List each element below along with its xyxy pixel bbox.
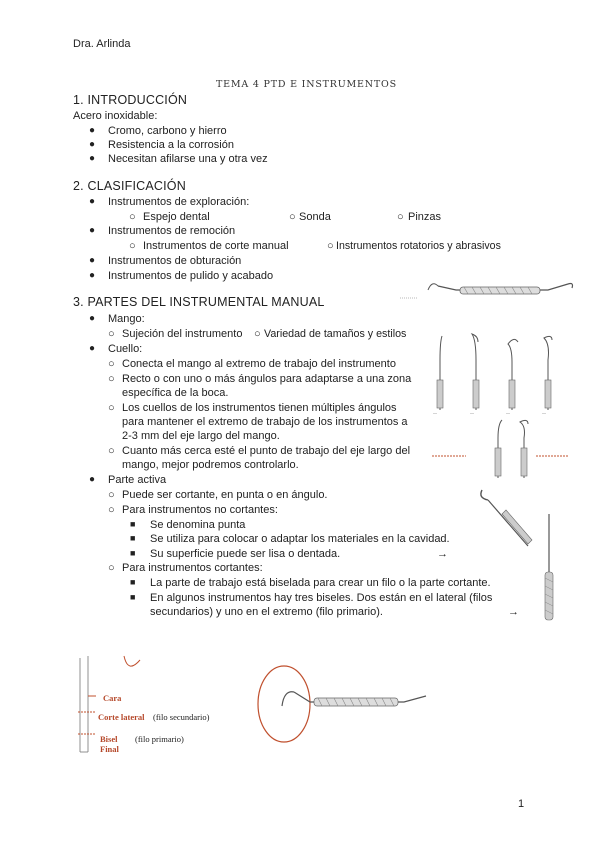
image-caption: — [542, 410, 546, 415]
sub-bullet: ○ [108, 358, 115, 370]
list-item: Espejo dental [143, 211, 210, 223]
list-item: Cuello: [108, 343, 143, 355]
square-bullet: ■ [130, 533, 136, 543]
instruments-vertical-image [428, 330, 580, 416]
page-title: TEMA 4 PTD E INSTRUMENTOS [216, 79, 397, 90]
list-item: secundarios) y uno en el extremo (filo primario). [150, 606, 383, 618]
sub-bullet: ○ [108, 328, 115, 340]
list-item: Instrumentos de pulido y acabado [108, 270, 274, 282]
list-item: Instrumentos rotatorios y abrasivos [336, 240, 501, 252]
sub-bullet: ○ [129, 240, 136, 252]
heading-clasificacion: 2. CLASIFICACIÓN [73, 179, 186, 193]
sub-bullet: ○ [108, 402, 115, 414]
label-final: Final [100, 744, 119, 754]
list-item: Variedad de tamaños y estilos [264, 328, 407, 340]
list-item: Se denomina punta [150, 519, 246, 531]
list-item: mango, mejor podremos controlarlo. [122, 459, 299, 471]
sub-bullet: ○ [108, 504, 115, 516]
label-filo-secundario: (filo secundario) [153, 712, 210, 722]
list-item: 2-3 mm del eje largo del mango. [122, 430, 280, 442]
intro-text: Acero inoxidable: [73, 110, 158, 122]
sub-bullet: ○ [108, 562, 115, 574]
bullet: ● [89, 474, 96, 485]
list-item: Se utiliza para colocar o adaptar los materiales en la cavidad. [150, 533, 450, 545]
list-item: Cuanto más cerca esté el punto de trabajo del eje largo del [122, 445, 411, 457]
image-caption: — [506, 410, 510, 415]
bullet: ● [89, 153, 96, 164]
list-item: Para instrumentos no cortantes: [122, 504, 278, 516]
instruments-pair-image [428, 416, 580, 482]
list-item: Sujeción del instrumento [122, 328, 243, 340]
list-item: Sonda [299, 211, 331, 223]
instrument-angled-image [476, 484, 540, 554]
list-item: Conecta el mango al extremo de trabajo del instrumento [122, 358, 396, 370]
list-item: Instrumentos de corte manual [143, 240, 289, 252]
bullet: ● [89, 125, 96, 136]
sub-bullet: ○ [289, 211, 296, 223]
sub-bullet: ○ [108, 489, 115, 501]
bullet: ● [89, 270, 96, 281]
sub-bullet: ○ [129, 211, 136, 223]
list-item: Instrumentos de remoción [108, 225, 236, 237]
author: Dra. Arlinda [73, 38, 131, 50]
heading-introduccion: 1. INTRODUCCIÓN [73, 93, 188, 107]
label-filo-primario: (filo primario) [135, 734, 184, 744]
bullet: ● [89, 225, 96, 236]
bullet: ● [89, 196, 96, 207]
list-item: Instrumentos de obturación [108, 255, 242, 267]
sub-bullet: ○ [254, 328, 261, 340]
instrument-circled-image [254, 662, 434, 748]
bullet: ● [89, 343, 96, 354]
list-item: Instrumentos de exploración: [108, 196, 250, 208]
bullet: ● [89, 313, 96, 324]
arrow-icon: → [508, 606, 519, 618]
list-item: En algunos instrumentos hay tres biseles. Dos están en el lateral (filos [150, 592, 493, 604]
label-corte-lateral: Corte lateral [98, 712, 145, 722]
bullet: ● [89, 139, 96, 150]
square-bullet: ■ [130, 519, 136, 529]
list-item: Necesitan afilarse una y otra vez [108, 153, 268, 165]
bullet: ● [89, 255, 96, 266]
image-caption: — [433, 410, 437, 415]
label-bisel: Bisel [100, 734, 118, 744]
image-caption: — [470, 410, 474, 415]
heading-partes: 3. PARTES DEL INSTRUMENTAL MANUAL [73, 295, 325, 309]
square-bullet: ■ [130, 577, 136, 587]
list-item: Puede ser cortante, en punta o en ángulo. [122, 489, 328, 501]
sub-bullet: ○ [327, 240, 334, 252]
arrow-icon: → [437, 548, 448, 560]
list-item: Cromo, carbono y hierro [108, 125, 227, 137]
square-bullet: ■ [130, 592, 136, 602]
list-item: específica de la boca. [122, 387, 229, 399]
list-item: La parte de trabajo está biselada para crear un filo o la parte cortante. [150, 577, 491, 589]
sub-bullet: ○ [108, 445, 115, 457]
list-item: para mantener el extremo de trabajo de los instrumentos a [122, 416, 408, 428]
list-item: Pinzas [408, 211, 442, 223]
sub-bullet: ○ [108, 373, 115, 385]
list-item: Recto o con uno o más ángulos para adaptarse a una zona [122, 373, 412, 385]
instrument-horizontal-image [398, 276, 578, 306]
list-item: Para instrumentos cortantes: [122, 562, 263, 574]
page-number: 1 [518, 798, 525, 810]
label-cara: Cara [103, 693, 122, 703]
square-bullet: ■ [130, 548, 136, 558]
list-item: Su superficie puede ser lisa o dentada. [150, 548, 341, 560]
list-item: Mango: [108, 313, 145, 325]
sub-bullet: ○ [397, 211, 404, 223]
list-item: Los cuellos de los instrumentos tienen múltiples ángulos [122, 402, 397, 414]
list-item: Resistencia a la corrosión [108, 139, 234, 151]
list-item: Parte activa [108, 474, 167, 486]
instrument-long-image [536, 512, 562, 622]
